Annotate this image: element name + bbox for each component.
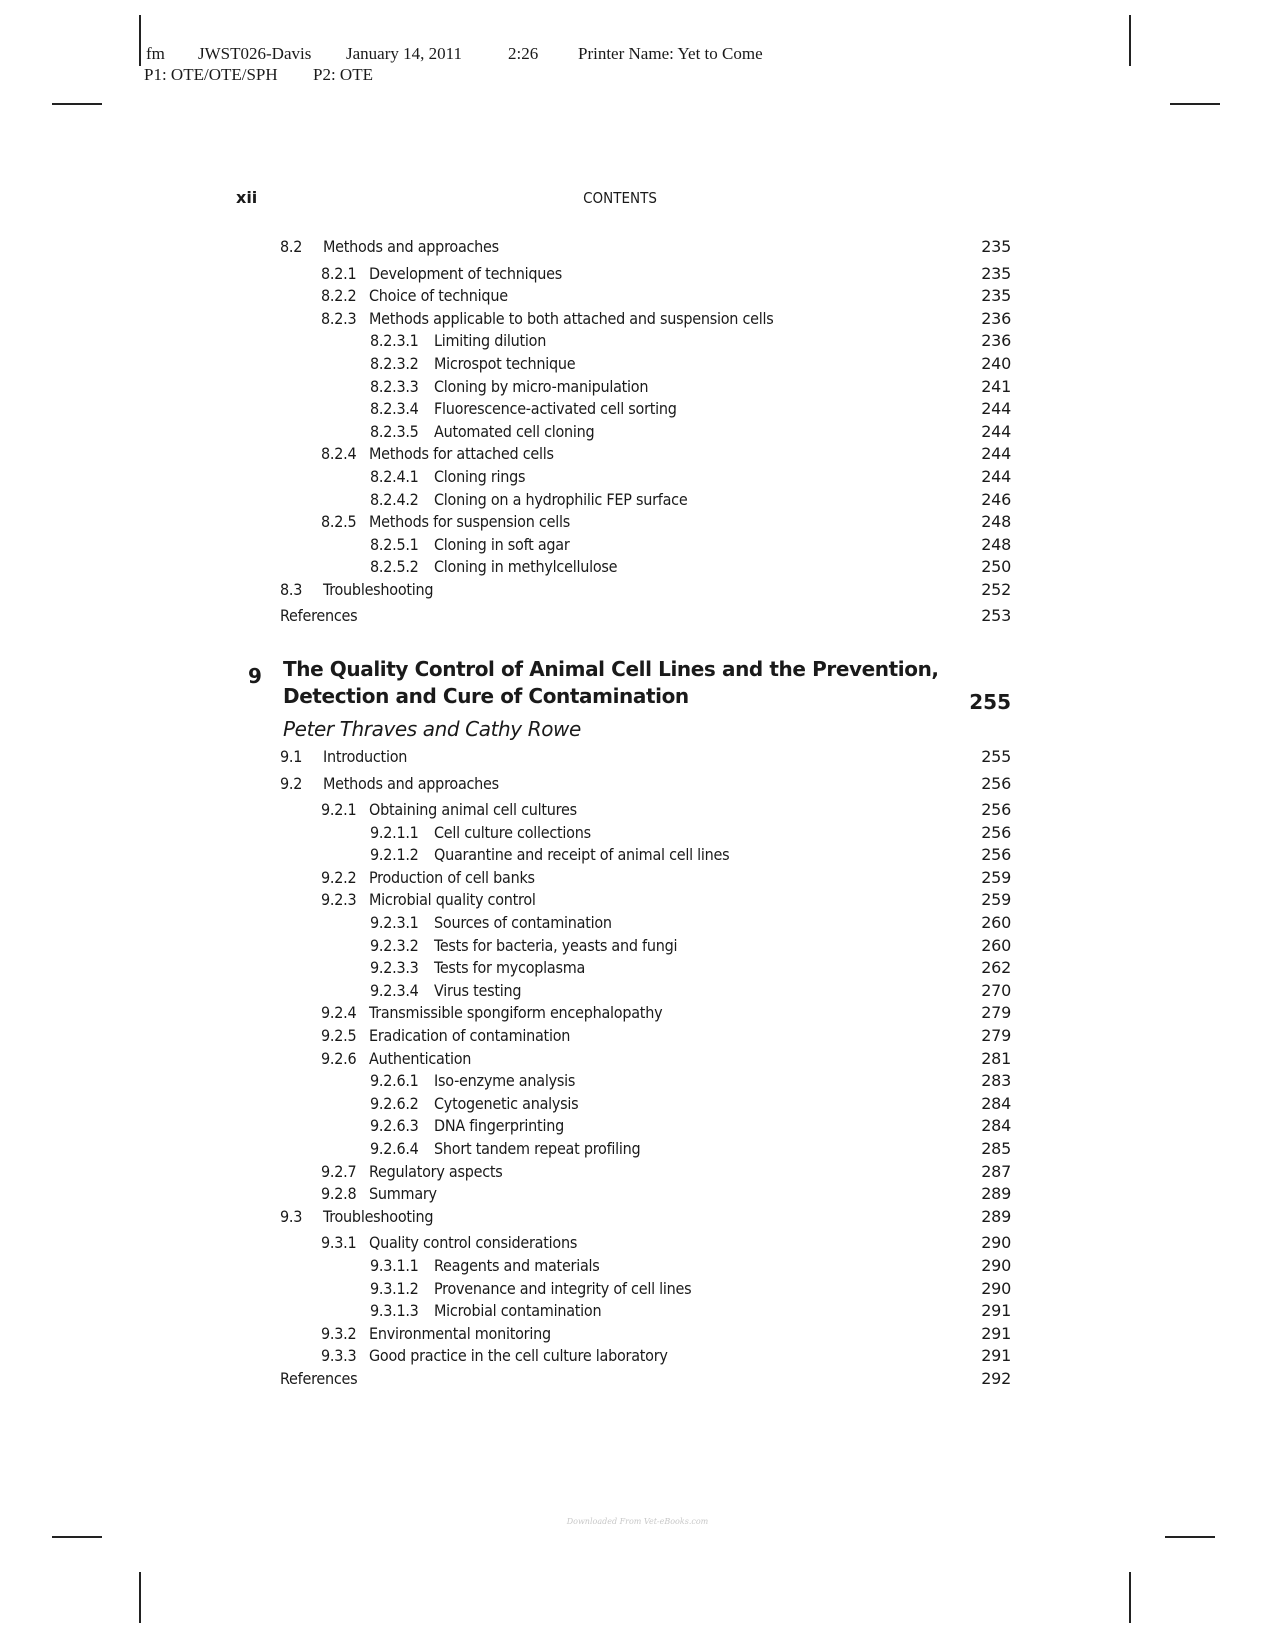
toc-entry-title: Troubleshooting bbox=[323, 1206, 434, 1226]
toc-entry-title: Methods for attached cells bbox=[369, 444, 554, 464]
toc-entry[interactable] bbox=[370, 1255, 1070, 1277]
toc-entry-page[interactable]: 235 bbox=[981, 263, 1011, 283]
toc-entry-page[interactable]: 290 bbox=[981, 1255, 1011, 1275]
toc-entry-title: Cell culture collections bbox=[434, 822, 591, 842]
toc-entry-page[interactable]: 285 bbox=[981, 1139, 1011, 1158]
toc-entry-number: 9.2.6.1 bbox=[370, 1071, 419, 1091]
toc-entry-number: 8.2.4.1 bbox=[370, 466, 419, 486]
toc-entry-number: 9.2.3.3 bbox=[370, 958, 419, 978]
toc-entry[interactable] bbox=[370, 844, 1070, 866]
toc-entry-number: 9.3.1.2 bbox=[370, 1278, 419, 1298]
toc-entry-title: Sources of contamination bbox=[434, 913, 612, 932]
chapter-page[interactable]: 255 bbox=[969, 690, 1011, 714]
toc-entry-page[interactable]: 290 bbox=[981, 1233, 1011, 1253]
toc-entry-page[interactable]: 289 bbox=[981, 1206, 1011, 1226]
toc-entry[interactable] bbox=[280, 236, 980, 258]
toc-entry-number: 8.2.3.2 bbox=[370, 353, 419, 373]
toc-entry-title: Cloning in methylcellulose bbox=[434, 557, 618, 577]
toc-entry[interactable] bbox=[370, 534, 1070, 556]
toc-entry[interactable] bbox=[370, 376, 1070, 398]
toc-entry-title: Obtaining animal cell cultures bbox=[369, 800, 577, 819]
toc-entry-page[interactable]: 270 bbox=[981, 980, 1011, 1000]
toc-entry-page[interactable]: 289 bbox=[981, 1184, 1011, 1204]
toc-entry-page[interactable]: 235 bbox=[981, 237, 1011, 256]
toc-entry-number: 9.2.6.4 bbox=[370, 1139, 419, 1158]
toc-entry-page[interactable]: 256 bbox=[981, 773, 1011, 793]
toc-entry-number: 8.2.4 bbox=[321, 444, 357, 464]
toc-entry-title: Quarantine and receipt of animal cell lines bbox=[434, 845, 730, 865]
toc-entry-page[interactable]: 250 bbox=[981, 557, 1011, 577]
toc-entry[interactable] bbox=[321, 867, 1021, 889]
toc-entry-number: 8.2.3.4 bbox=[370, 399, 419, 419]
chapter-number: 9 bbox=[248, 664, 262, 688]
toc-entry[interactable] bbox=[370, 1278, 1070, 1300]
toc-entry-page[interactable]: 246 bbox=[981, 489, 1011, 509]
toc-entry-number: 8.2.3 bbox=[321, 308, 357, 328]
toc-entry[interactable] bbox=[280, 1206, 980, 1228]
toc-entry[interactable] bbox=[321, 511, 1021, 533]
toc-entry[interactable] bbox=[321, 285, 1021, 307]
toc-entry-title: Introduction bbox=[323, 747, 408, 766]
toc-entry-title: Eradication of contamination bbox=[369, 1026, 571, 1045]
toc-entry-page[interactable]: 244 bbox=[981, 421, 1011, 441]
toc-entry-page[interactable]: 236 bbox=[981, 308, 1011, 328]
toc-entry-title: Regulatory aspects bbox=[369, 1161, 503, 1181]
toc-entry-title: Methods applicable to both attached and suspension cells bbox=[369, 308, 774, 328]
toc-entry-number: 8.2.5.2 bbox=[370, 557, 419, 577]
toc-entry-number: 9.2.3.2 bbox=[370, 935, 419, 955]
toc-entry-title: References bbox=[280, 1368, 358, 1388]
toc-entry-title: Cloning by micro-manipulation bbox=[434, 376, 649, 396]
toc-entry[interactable] bbox=[370, 822, 1070, 844]
toc-entry-title: Microbial quality control bbox=[369, 890, 536, 910]
toc-entry-number: 9.2.3.4 bbox=[370, 980, 419, 1000]
toc-entry-page[interactable]: 283 bbox=[981, 1071, 1011, 1091]
toc-entry-title: Iso-enzyme analysis bbox=[434, 1071, 576, 1091]
toc-entry-page[interactable]: 252 bbox=[981, 579, 1011, 599]
running-head: CONTENTS bbox=[583, 189, 657, 207]
toc-entry-number: 9.2 bbox=[280, 773, 303, 793]
toc-entry-number: 8.2.4.2 bbox=[370, 489, 419, 509]
chapter-title-line-1: The Quality Control of Animal Cell Lines and the Prevention, bbox=[283, 657, 939, 681]
toc-entry-number: 8.2.3.1 bbox=[370, 331, 419, 351]
toc-entry-title: References bbox=[280, 606, 358, 626]
toc-entry-title: Cytogenetic analysis bbox=[434, 1093, 579, 1113]
toc-entry-number: 9.3.2 bbox=[321, 1323, 357, 1343]
toc-entry-number: 8.2.3.3 bbox=[370, 376, 419, 396]
toc-entry[interactable] bbox=[321, 1183, 1021, 1205]
toc-entry-number: 9.1 bbox=[280, 747, 303, 766]
toc-entry-title: Reagents and materials bbox=[434, 1255, 600, 1275]
toc-entry-title: Transmissible spongiform encephalopathy bbox=[369, 1003, 663, 1023]
toc-entry-title: DNA fingerprinting bbox=[434, 1116, 564, 1136]
toc-entry-title: Microspot technique bbox=[434, 353, 576, 373]
toc-entry-page[interactable]: 284 bbox=[981, 1093, 1011, 1113]
toc-entry-page[interactable]: 287 bbox=[981, 1161, 1011, 1181]
toc-entry[interactable] bbox=[370, 980, 1070, 1002]
toc-entry-page[interactable]: 241 bbox=[981, 376, 1011, 396]
toc-entry-number: 9.2.6.3 bbox=[370, 1116, 419, 1136]
toc-entry[interactable] bbox=[321, 889, 1021, 911]
toc-entry-title: Troubleshooting bbox=[323, 579, 434, 599]
toc-entry-number: 9.2.6 bbox=[321, 1048, 357, 1068]
toc-entry[interactable] bbox=[280, 605, 980, 627]
toc-entry-page[interactable]: 291 bbox=[981, 1323, 1011, 1343]
toc-entry-number: 9.3.1.3 bbox=[370, 1301, 419, 1321]
toc-entry-page[interactable]: 253 bbox=[981, 606, 1011, 626]
toc-entry-number: 9.2.5 bbox=[321, 1026, 357, 1045]
toc-entry-number: 8.2 bbox=[280, 237, 303, 256]
toc-entry[interactable] bbox=[321, 1232, 1021, 1254]
toc-entry[interactable] bbox=[280, 746, 980, 768]
toc-entry[interactable] bbox=[370, 1300, 1070, 1322]
toc-entry-page[interactable]: 236 bbox=[981, 331, 1011, 351]
slug-field: JWST026-Davis bbox=[198, 44, 312, 63]
toc-entry-number: 8.2.2 bbox=[321, 286, 357, 306]
page-folio: xii bbox=[236, 188, 258, 207]
toc-entry-number: 9.3.3 bbox=[321, 1346, 357, 1366]
toc-entry-page[interactable]: 244 bbox=[981, 399, 1011, 419]
toc-entry-number: 9.2.7 bbox=[321, 1161, 357, 1181]
slug-field: 2:26 bbox=[508, 44, 539, 63]
toc-entry-number: 8.2.1 bbox=[321, 263, 357, 283]
toc-entry[interactable] bbox=[321, 1161, 1021, 1183]
toc-entry-page[interactable]: 290 bbox=[981, 1278, 1011, 1298]
toc-entry-page[interactable]: 281 bbox=[981, 1048, 1011, 1068]
toc-entry-page[interactable]: 256 bbox=[981, 800, 1011, 819]
toc-entry[interactable] bbox=[280, 773, 980, 795]
toc-entry-number: 8.2.5 bbox=[321, 512, 357, 532]
toc-entry[interactable] bbox=[370, 398, 1070, 420]
toc-entry-title: Virus testing bbox=[434, 980, 522, 1000]
toc-entry-title: Fluorescence-activated cell sorting bbox=[434, 399, 677, 419]
toc-entry[interactable] bbox=[370, 957, 1070, 979]
toc-entry-title: Methods for suspension cells bbox=[369, 512, 570, 532]
toc-entry[interactable] bbox=[321, 799, 1021, 821]
toc-entry-title: Good practice in the cell culture laboratory bbox=[369, 1346, 668, 1366]
toc-entry-title: Quality control considerations bbox=[369, 1233, 578, 1253]
toc-entry-title: Methods and approaches bbox=[323, 773, 499, 793]
toc-entry-number: 9.2.3.1 bbox=[370, 913, 419, 932]
slug-field: P2: OTE bbox=[313, 65, 373, 84]
toc-entry[interactable] bbox=[370, 421, 1070, 443]
toc-entry[interactable] bbox=[321, 263, 1021, 285]
toc-entry-number: 9.2.2 bbox=[321, 867, 357, 887]
toc-entry[interactable] bbox=[370, 466, 1070, 488]
toc-entry-title: Production of cell banks bbox=[369, 867, 535, 887]
toc-entry-page[interactable]: 292 bbox=[981, 1368, 1011, 1388]
toc-entry[interactable] bbox=[370, 1070, 1070, 1092]
toc-entry-title: Limiting dilution bbox=[434, 331, 547, 351]
toc-entry-page[interactable]: 256 bbox=[981, 845, 1011, 865]
toc-entry[interactable] bbox=[321, 1345, 1021, 1367]
toc-entry-number: 8.2.5.1 bbox=[370, 534, 419, 554]
toc-entry[interactable] bbox=[321, 308, 1021, 330]
toc-entry-title: Microbial contamination bbox=[434, 1301, 602, 1321]
toc-entry-title: Provenance and integrity of cell lines bbox=[434, 1278, 692, 1298]
toc-entry-title: Environmental monitoring bbox=[369, 1323, 551, 1343]
toc-entry-number: 8.3 bbox=[280, 579, 303, 599]
toc-entry-title: Cloning rings bbox=[434, 466, 526, 486]
toc-entry-number: 9.2.4 bbox=[321, 1003, 357, 1023]
toc-entry-page[interactable]: 291 bbox=[981, 1346, 1011, 1366]
toc-entry-page[interactable]: 240 bbox=[981, 353, 1011, 373]
toc-entry[interactable] bbox=[370, 330, 1070, 352]
toc-entry-number: 9.2.1.2 bbox=[370, 845, 419, 865]
slug-field: fm bbox=[146, 44, 165, 63]
toc-entry-title: Methods and approaches bbox=[323, 237, 499, 256]
slug-field: Printer Name: Yet to Come bbox=[578, 44, 763, 63]
slug-field: January 14, 2011 bbox=[346, 44, 462, 63]
toc-entry-title: Choice of technique bbox=[369, 286, 508, 306]
toc-entry-page[interactable]: 262 bbox=[981, 958, 1011, 978]
toc-entry-page[interactable]: 259 bbox=[981, 890, 1011, 910]
toc-entry-page[interactable]: 256 bbox=[981, 822, 1011, 842]
toc-entry-page[interactable]: 279 bbox=[981, 1026, 1011, 1045]
toc-entry[interactable] bbox=[370, 1093, 1070, 1115]
toc-entry-page[interactable]: 248 bbox=[981, 512, 1011, 532]
toc-entry[interactable] bbox=[370, 1115, 1070, 1137]
toc-entry-number: 8.2.3.5 bbox=[370, 421, 419, 441]
chapter-title-line-2: Detection and Cure of Contamination bbox=[283, 684, 689, 708]
toc-entry-page[interactable]: 259 bbox=[981, 867, 1011, 887]
toc-entry-page[interactable]: 248 bbox=[981, 534, 1011, 554]
toc-entry-number: 9.2.1 bbox=[321, 800, 357, 819]
toc-entry-title: Tests for bacteria, yeasts and fungi bbox=[434, 935, 678, 955]
toc-entry-title: Short tandem repeat profiling bbox=[434, 1139, 641, 1158]
toc-entry-page[interactable]: 244 bbox=[981, 444, 1011, 464]
toc-entry[interactable] bbox=[321, 1048, 1021, 1070]
toc-entry-title: Authentication bbox=[369, 1048, 472, 1068]
toc-entry-page[interactable]: 235 bbox=[981, 286, 1011, 306]
toc-entry-number: 9.2.3 bbox=[321, 890, 357, 910]
toc-entry[interactable] bbox=[370, 935, 1070, 957]
slug-field: P1: OTE/OTE/SPH bbox=[144, 65, 278, 84]
toc-entry-title: Cloning on a hydrophilic FEP surface bbox=[434, 489, 688, 509]
toc-entry[interactable] bbox=[370, 353, 1070, 375]
toc-entry-page[interactable]: 279 bbox=[981, 1003, 1011, 1023]
chapter-authors: Peter Thraves and Cathy Rowe bbox=[283, 717, 581, 741]
toc-entry[interactable] bbox=[370, 556, 1070, 578]
toc-entry[interactable] bbox=[370, 1138, 1070, 1160]
toc-entry-number: 9.2.6.2 bbox=[370, 1093, 419, 1113]
toc-entry-title: Tests for mycoplasma bbox=[434, 958, 586, 978]
toc-entry[interactable] bbox=[370, 489, 1070, 511]
toc-entry-page[interactable]: 260 bbox=[981, 913, 1011, 932]
toc-entry-number: 9.3.1.1 bbox=[370, 1255, 419, 1275]
toc-entry-number: 9.3.1 bbox=[321, 1233, 357, 1253]
toc-entry-title: Development of techniques bbox=[369, 263, 562, 283]
toc-entry-page[interactable]: 284 bbox=[981, 1116, 1011, 1136]
watermark: Downloaded From Vet-eBooks.com bbox=[566, 1517, 709, 1526]
toc-entry-page[interactable]: 291 bbox=[981, 1301, 1011, 1321]
toc-entry-title: Summary bbox=[369, 1184, 437, 1204]
toc-entry[interactable] bbox=[370, 912, 1070, 934]
toc-entry-page[interactable]: 255 bbox=[981, 747, 1011, 766]
toc-entry[interactable] bbox=[321, 443, 1021, 465]
toc-entry[interactable] bbox=[280, 579, 980, 601]
toc-entry[interactable] bbox=[321, 1025, 1021, 1047]
toc-entry-title: Automated cell cloning bbox=[434, 421, 595, 441]
toc-entry[interactable] bbox=[321, 1323, 1021, 1345]
toc-entry-number: 9.2.1.1 bbox=[370, 822, 419, 842]
toc-entry[interactable] bbox=[280, 1368, 980, 1390]
toc-entry-number: 9.3 bbox=[280, 1206, 303, 1226]
toc-entry-title: Cloning in soft agar bbox=[434, 534, 570, 554]
toc-entry-page[interactable]: 244 bbox=[981, 466, 1011, 486]
toc-entry-page[interactable]: 260 bbox=[981, 935, 1011, 955]
toc-entry[interactable] bbox=[321, 1002, 1021, 1024]
toc-entry-number: 9.2.8 bbox=[321, 1184, 357, 1204]
